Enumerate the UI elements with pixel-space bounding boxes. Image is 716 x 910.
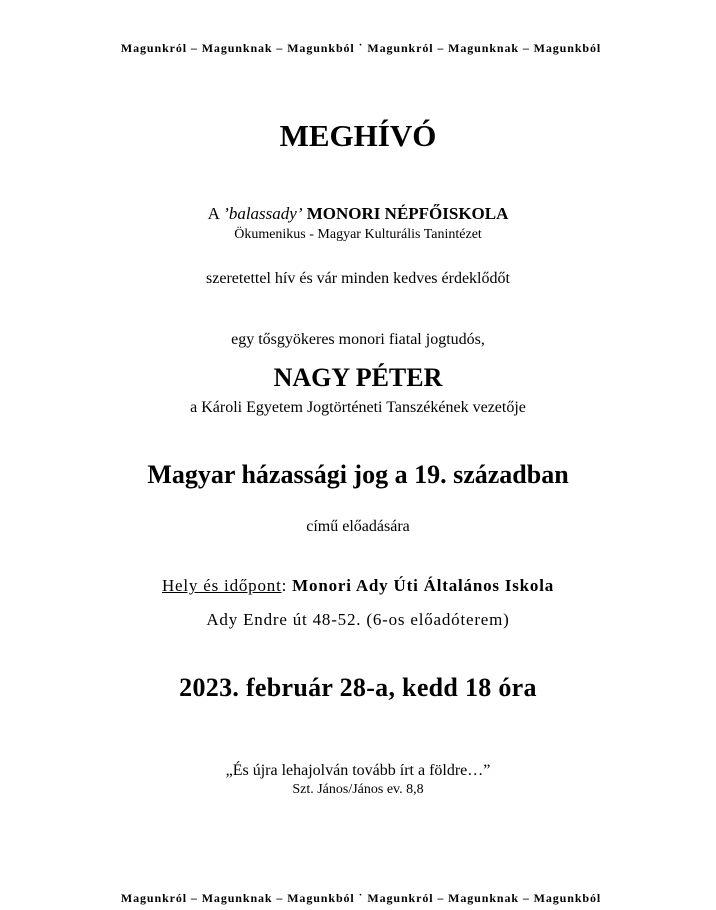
speaker-intro: egy tősgyökeres monori fiatal jogtudós,: [231, 331, 485, 348]
venue-label: Hely és időpont: [161, 576, 282, 595]
venue-separator: :: [281, 576, 293, 595]
invite-text: szeretettel hív és vár minden kedves érdeklődőt: [206, 270, 510, 287]
quote-text: „És újra lehajolván tovább írt a földre…”: [225, 762, 491, 779]
quote-source: Szt. János/János ev. 8,8: [292, 782, 424, 797]
lecture-suffix: című előadására: [306, 518, 410, 535]
header-motto: Magunkról – Magunknak – Magunkból ˙ Magunkról – Magunknak – Magunkból: [120, 41, 602, 55]
venue-address: Ady Endre út 48-52. (6-os előadóterem): [206, 610, 510, 629]
speaker-name: NAGY PÉTER: [273, 363, 443, 392]
venue-line: [0, 576, 716, 596]
page-title: MEGHÍVÓ: [279, 118, 437, 153]
footer-motto: Magunkról – Magunknak – Magunkból ˙ Magunkról – Magunknak – Magunkból: [120, 891, 602, 905]
event-date: 2023. február 28-a, kedd 18 óra: [179, 673, 537, 702]
speaker-role: a Károli Egyetem Jogtörténeti Tanszékének vezetője: [190, 399, 526, 416]
organization-prefix: A: [207, 204, 224, 223]
venue-name: Monori Ady Úti Általános Iskola: [292, 576, 555, 595]
organization-subtitle: Ökumenikus - Magyar Kulturális Tanintézet: [234, 227, 482, 242]
lecture-title: Magyar házassági jog a 19. században: [147, 460, 569, 489]
organization-line: [0, 204, 716, 224]
organization-name: MONORI NÉPFŐISKOLA: [302, 204, 509, 223]
organization-italic-name: ’balassady’: [223, 204, 303, 223]
